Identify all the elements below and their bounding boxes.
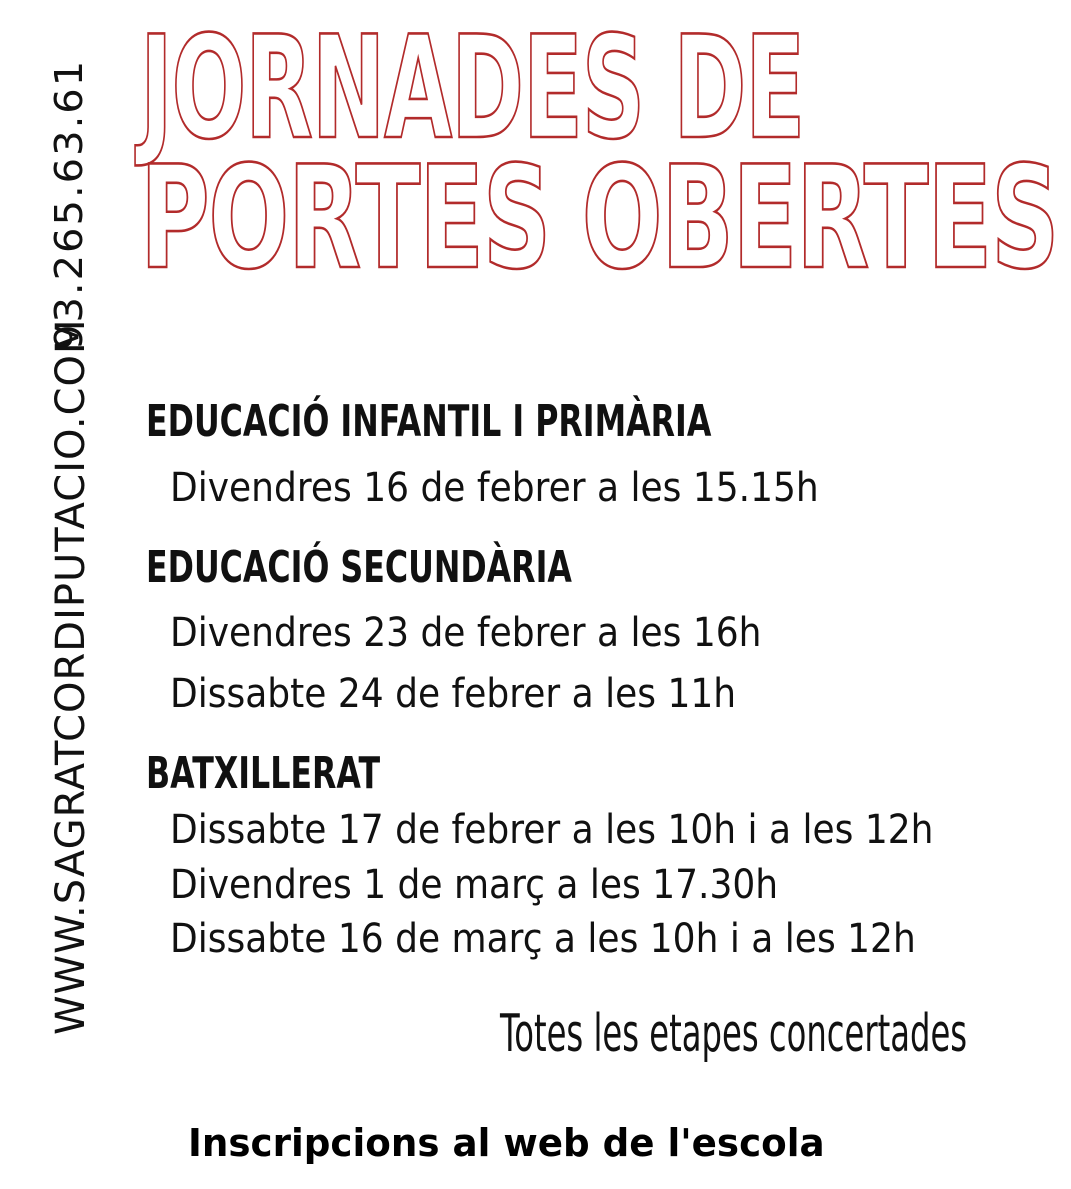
schedule-item: Divendres 1 de març a les 17.30h	[170, 862, 779, 908]
title-line-2: PORTES OBERTES	[140, 136, 1059, 301]
section-heading-secundaria: EDUCACIÓ SECUNDÀRIA	[146, 542, 572, 593]
section-heading-infantil-primaria: EDUCACIÓ INFANTIL I PRIMÀRIA	[146, 396, 712, 447]
schedule-item: Divendres 23 de febrer a les 16h	[170, 610, 762, 656]
section-heading-batxillerat: BATXILLERAT	[146, 748, 381, 799]
website-url: WWW.SAGRATCORDIPUTACIO.COM	[48, 318, 94, 1035]
concertades-note: Totes les etapes concertades	[500, 1004, 968, 1064]
schedule-item: Dissabte 16 de març a les 10h i a les 12h	[170, 916, 916, 962]
schedule-item: Divendres 16 de febrer a les 15.15h	[170, 465, 819, 511]
title-line-1: JORNADES DE	[140, 6, 805, 171]
registration-note: Inscripcions al web de l'escola	[188, 1121, 825, 1165]
schedule-item: Dissabte 17 de febrer a les 10h i a les 12h	[170, 807, 934, 853]
phone-number: 93.265.63.61	[48, 58, 92, 350]
schedule-item: Dissabte 24 de febrer a les 11h	[170, 671, 737, 717]
